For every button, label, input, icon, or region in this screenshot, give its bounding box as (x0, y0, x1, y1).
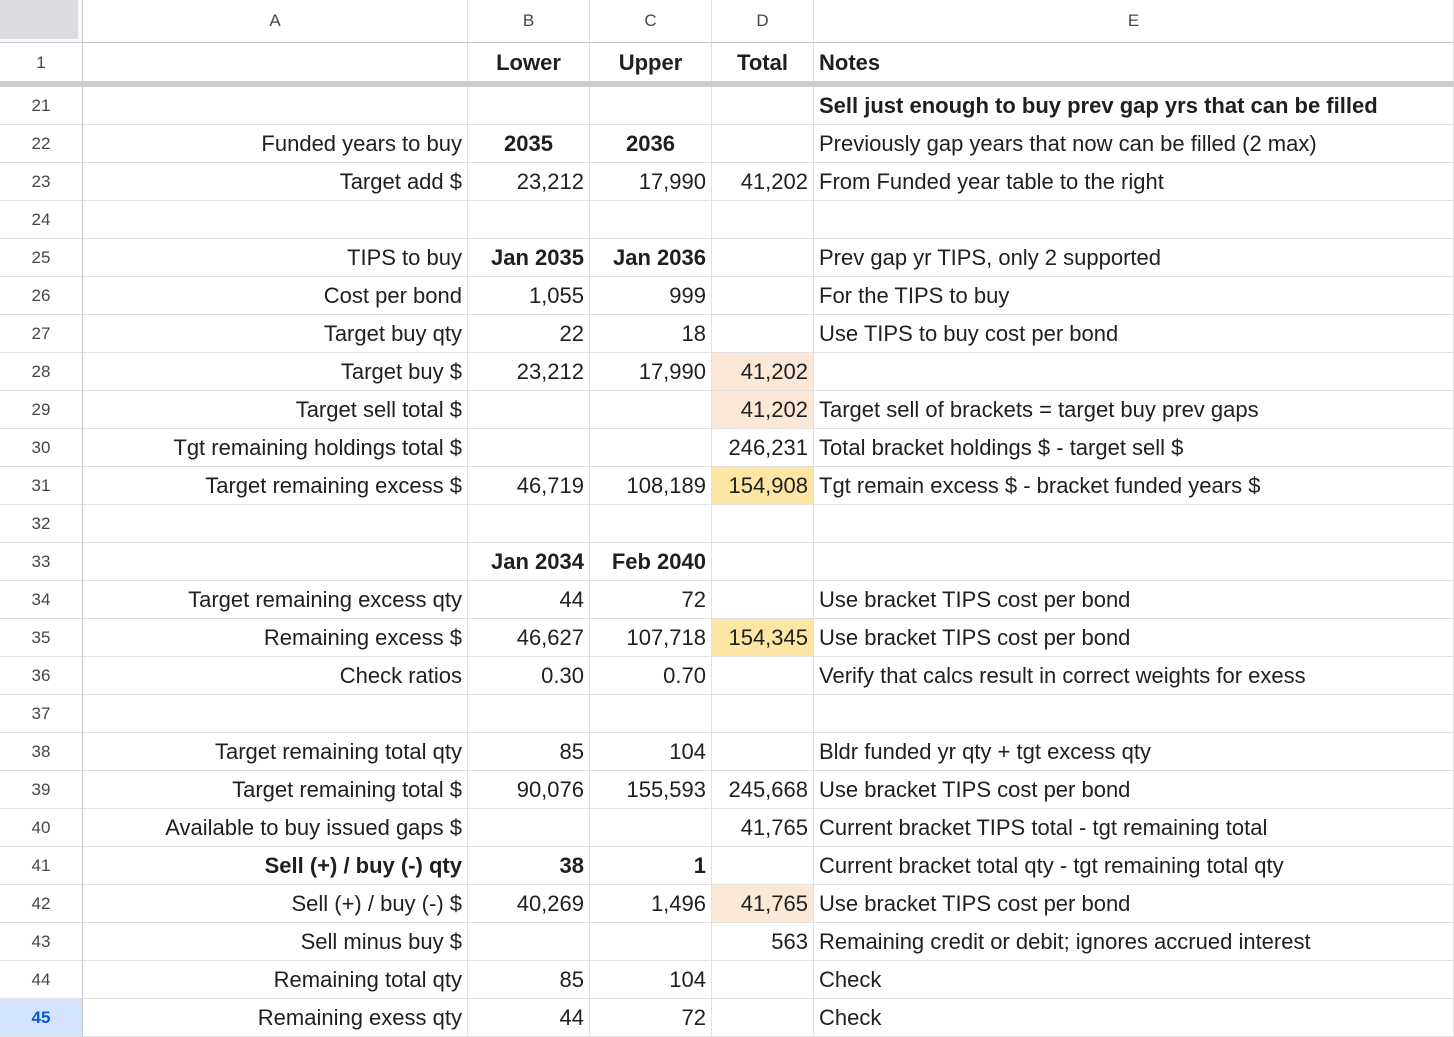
cell-b41[interactable]: 38 (468, 847, 590, 885)
cell-d37[interactable] (712, 695, 814, 733)
cell-c1[interactable]: Upper (590, 43, 712, 83)
cell-b43[interactable] (468, 923, 590, 961)
cell-c41[interactable]: 1 (590, 847, 712, 885)
cell-a23[interactable]: Target add $ (83, 163, 468, 201)
cell-c36[interactable]: 0.70 (590, 657, 712, 695)
cell-e30[interactable]: Total bracket holdings $ - target sell $ (814, 429, 1454, 467)
row-header-42[interactable]: 42 (0, 885, 83, 923)
cell-b21[interactable] (468, 87, 590, 125)
cell-c33[interactable]: Feb 2040 (590, 543, 712, 581)
cell-d42[interactable]: 41,765 (712, 885, 814, 923)
cell-a40[interactable]: Available to buy issued gaps $ (83, 809, 468, 847)
row-header-41[interactable]: 41 (0, 847, 83, 885)
cell-c43[interactable] (590, 923, 712, 961)
cell-b45[interactable]: 44 (468, 999, 590, 1037)
cell-c44[interactable]: 104 (590, 961, 712, 999)
row-header-31[interactable]: 31 (0, 467, 83, 505)
cell-a38[interactable]: Target remaining total qty (83, 733, 468, 771)
cell-e39[interactable]: Use bracket TIPS cost per bond (814, 771, 1454, 809)
cell-e41[interactable]: Current bracket total qty - tgt remaining total qty (814, 847, 1454, 885)
cell-e37[interactable] (814, 695, 1454, 733)
cell-d34[interactable] (712, 581, 814, 619)
cell-c29[interactable] (590, 391, 712, 429)
cell-e22[interactable]: Previously gap years that now can be filled (2 max) (814, 125, 1454, 163)
cell-d31[interactable]: 154,908 (712, 467, 814, 505)
cell-b26[interactable]: 1,055 (468, 277, 590, 315)
cell-b39[interactable]: 90,076 (468, 771, 590, 809)
cell-d39[interactable]: 245,668 (712, 771, 814, 809)
cell-c31[interactable]: 108,189 (590, 467, 712, 505)
cell-b37[interactable] (468, 695, 590, 733)
cell-a25[interactable]: TIPS to buy (83, 239, 468, 277)
cell-d1[interactable]: Total (712, 43, 814, 83)
cell-d41[interactable] (712, 847, 814, 885)
cell-d21[interactable] (712, 87, 814, 125)
cell-e38[interactable]: Bldr funded yr qty + tgt excess qty (814, 733, 1454, 771)
cell-a42[interactable]: Sell (+) / buy (-) $ (83, 885, 468, 923)
cell-c34[interactable]: 72 (590, 581, 712, 619)
cell-e27[interactable]: Use TIPS to buy cost per bond (814, 315, 1454, 353)
cell-a36[interactable]: Check ratios (83, 657, 468, 695)
cell-c45[interactable]: 72 (590, 999, 712, 1037)
row-header-37[interactable]: 37 (0, 695, 83, 733)
row-header-38[interactable]: 38 (0, 733, 83, 771)
row-header-21[interactable]: 21 (0, 87, 83, 125)
cell-c28[interactable]: 17,990 (590, 353, 712, 391)
cell-c27[interactable]: 18 (590, 315, 712, 353)
cell-d24[interactable] (712, 201, 814, 239)
cell-e44[interactable]: Check (814, 961, 1454, 999)
column-header-c[interactable]: C (590, 0, 712, 43)
cell-e1[interactable]: Notes (814, 43, 1454, 83)
cell-e31[interactable]: Tgt remain excess $ - bracket funded years $ (814, 467, 1454, 505)
row-header-23[interactable]: 23 (0, 163, 83, 201)
column-header-b[interactable]: B (468, 0, 590, 43)
cell-e21[interactable]: Sell just enough to buy prev gap yrs that can be filled (814, 87, 1454, 125)
cell-b34[interactable]: 44 (468, 581, 590, 619)
cell-c39[interactable]: 155,593 (590, 771, 712, 809)
cell-d35[interactable]: 154,345 (712, 619, 814, 657)
cell-c25[interactable]: Jan 2036 (590, 239, 712, 277)
cell-b33[interactable]: Jan 2034 (468, 543, 590, 581)
cell-b29[interactable] (468, 391, 590, 429)
cell-e43[interactable]: Remaining credit or debit; ignores accrued interest (814, 923, 1454, 961)
cell-e36[interactable]: Verify that calcs result in correct weights for exess (814, 657, 1454, 695)
cell-c21[interactable] (590, 87, 712, 125)
cell-a32[interactable] (83, 505, 468, 543)
cell-a29[interactable]: Target sell total $ (83, 391, 468, 429)
row-header-30[interactable]: 30 (0, 429, 83, 467)
cell-b28[interactable]: 23,212 (468, 353, 590, 391)
row-header-26[interactable]: 26 (0, 277, 83, 315)
cell-d22[interactable] (712, 125, 814, 163)
cell-a43[interactable]: Sell minus buy $ (83, 923, 468, 961)
row-header-32[interactable]: 32 (0, 505, 83, 543)
cell-e29[interactable]: Target sell of brackets = target buy prev gaps (814, 391, 1454, 429)
cell-a39[interactable]: Target remaining total $ (83, 771, 468, 809)
cell-c24[interactable] (590, 201, 712, 239)
cell-a45[interactable]: Remaining exess qty (83, 999, 468, 1037)
cell-b36[interactable]: 0.30 (468, 657, 590, 695)
cell-e42[interactable]: Use bracket TIPS cost per bond (814, 885, 1454, 923)
cell-e24[interactable] (814, 201, 1454, 239)
cell-a31[interactable]: Target remaining excess $ (83, 467, 468, 505)
row-header-35[interactable]: 35 (0, 619, 83, 657)
cell-d32[interactable] (712, 505, 814, 543)
row-header-27[interactable]: 27 (0, 315, 83, 353)
cell-e28[interactable] (814, 353, 1454, 391)
column-header-e[interactable]: E (814, 0, 1454, 43)
cell-a27[interactable]: Target buy qty (83, 315, 468, 353)
cell-d43[interactable]: 563 (712, 923, 814, 961)
cell-d45[interactable] (712, 999, 814, 1037)
cell-c35[interactable]: 107,718 (590, 619, 712, 657)
cell-b25[interactable]: Jan 2035 (468, 239, 590, 277)
cell-d23[interactable]: 41,202 (712, 163, 814, 201)
cell-e26[interactable]: For the TIPS to buy (814, 277, 1454, 315)
cell-b23[interactable]: 23,212 (468, 163, 590, 201)
cell-a22[interactable]: Funded years to buy (83, 125, 468, 163)
cell-d33[interactable] (712, 543, 814, 581)
cell-b35[interactable]: 46,627 (468, 619, 590, 657)
cell-e33[interactable] (814, 543, 1454, 581)
cell-c22[interactable]: 2036 (590, 125, 712, 163)
cell-a44[interactable]: Remaining total qty (83, 961, 468, 999)
cell-c23[interactable]: 17,990 (590, 163, 712, 201)
cell-b27[interactable]: 22 (468, 315, 590, 353)
frozen-row-divider[interactable] (0, 81, 1454, 87)
cell-b1[interactable]: Lower (468, 43, 590, 83)
row-header-39[interactable]: 39 (0, 771, 83, 809)
cell-c37[interactable] (590, 695, 712, 733)
cell-b40[interactable] (468, 809, 590, 847)
cell-e45[interactable]: Check (814, 999, 1454, 1037)
row-header-45[interactable]: 45 (0, 999, 83, 1037)
row-header-43[interactable]: 43 (0, 923, 83, 961)
cell-b31[interactable]: 46,719 (468, 467, 590, 505)
cell-a41[interactable]: Sell (+) / buy (-) qty (83, 847, 468, 885)
cell-a33[interactable] (83, 543, 468, 581)
cell-a28[interactable]: Target buy $ (83, 353, 468, 391)
cell-a30[interactable]: Tgt remaining holdings total $ (83, 429, 468, 467)
column-header-d[interactable]: D (712, 0, 814, 43)
cell-e25[interactable]: Prev gap yr TIPS, only 2 supported (814, 239, 1454, 277)
cell-b22[interactable]: 2035 (468, 125, 590, 163)
column-header-a[interactable]: A (83, 0, 468, 43)
cell-a26[interactable]: Cost per bond (83, 277, 468, 315)
row-header-1[interactable]: 1 (0, 43, 83, 83)
cell-b38[interactable]: 85 (468, 733, 590, 771)
select-all-corner[interactable] (0, 0, 83, 43)
cell-d25[interactable] (712, 239, 814, 277)
cell-d40[interactable]: 41,765 (712, 809, 814, 847)
cell-d36[interactable] (712, 657, 814, 695)
cell-a24[interactable] (83, 201, 468, 239)
cell-b42[interactable]: 40,269 (468, 885, 590, 923)
cell-d44[interactable] (712, 961, 814, 999)
row-header-25[interactable]: 25 (0, 239, 83, 277)
cell-a34[interactable]: Target remaining excess qty (83, 581, 468, 619)
cell-b32[interactable] (468, 505, 590, 543)
cell-a35[interactable]: Remaining excess $ (83, 619, 468, 657)
cell-d29[interactable]: 41,202 (712, 391, 814, 429)
cell-c30[interactable] (590, 429, 712, 467)
cell-e32[interactable] (814, 505, 1454, 543)
cell-c32[interactable] (590, 505, 712, 543)
cell-b30[interactable] (468, 429, 590, 467)
row-header-40[interactable]: 40 (0, 809, 83, 847)
cell-c40[interactable] (590, 809, 712, 847)
row-header-22[interactable]: 22 (0, 125, 83, 163)
row-header-33[interactable]: 33 (0, 543, 83, 581)
cell-c26[interactable]: 999 (590, 277, 712, 315)
row-header-28[interactable]: 28 (0, 353, 83, 391)
cell-e35[interactable]: Use bracket TIPS cost per bond (814, 619, 1454, 657)
cell-d27[interactable] (712, 315, 814, 353)
cell-d28[interactable]: 41,202 (712, 353, 814, 391)
cell-c42[interactable]: 1,496 (590, 885, 712, 923)
cell-a1[interactable] (83, 43, 468, 83)
row-header-44[interactable]: 44 (0, 961, 83, 999)
cell-e40[interactable]: Current bracket TIPS total - tgt remaining total (814, 809, 1454, 847)
cell-e23[interactable]: From Funded year table to the right (814, 163, 1454, 201)
cell-a37[interactable] (83, 695, 468, 733)
row-header-34[interactable]: 34 (0, 581, 83, 619)
cell-b44[interactable]: 85 (468, 961, 590, 999)
cell-c38[interactable]: 104 (590, 733, 712, 771)
row-header-24[interactable]: 24 (0, 201, 83, 239)
cell-d38[interactable] (712, 733, 814, 771)
cell-d30[interactable]: 246,231 (712, 429, 814, 467)
cell-b24[interactable] (468, 201, 590, 239)
row-header-29[interactable]: 29 (0, 391, 83, 429)
cell-d26[interactable] (712, 277, 814, 315)
cell-e34[interactable]: Use bracket TIPS cost per bond (814, 581, 1454, 619)
row-header-36[interactable]: 36 (0, 657, 83, 695)
cell-a21[interactable] (83, 87, 468, 125)
